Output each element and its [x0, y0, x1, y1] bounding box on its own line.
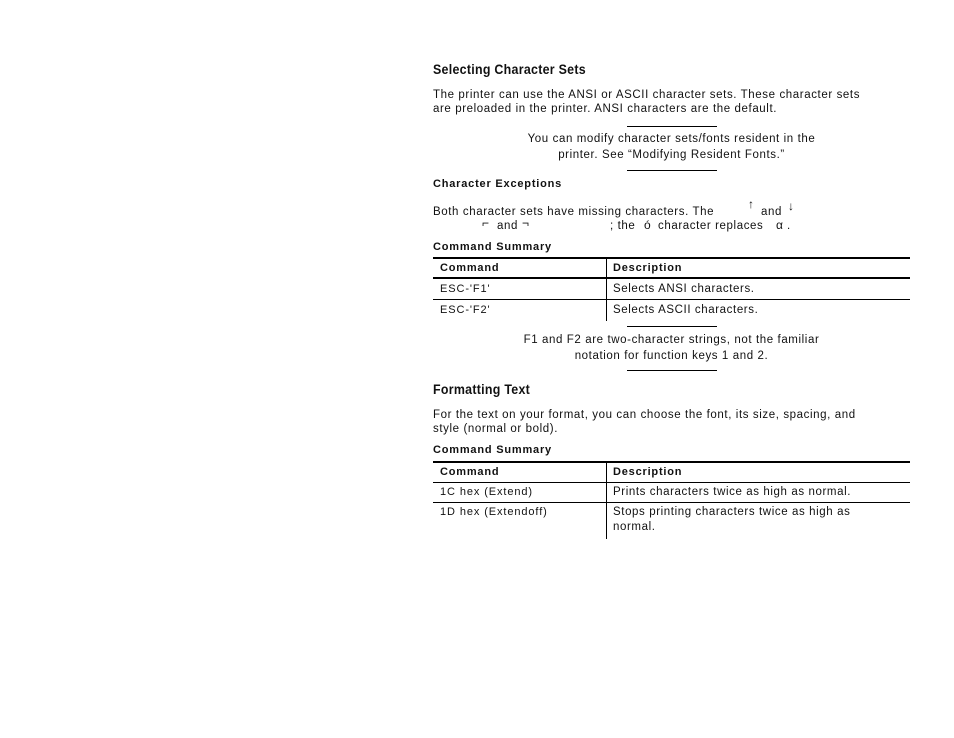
table1-row2-description: Selects ASCII characters.: [613, 304, 759, 316]
note2-rule-bottom: [627, 370, 717, 371]
note-rule-top: [627, 126, 717, 127]
corner-right-glyph: ¬: [522, 216, 530, 230]
o-acute-glyph: ó: [644, 218, 652, 232]
table1-row2-command: ESC-'F2': [440, 304, 491, 316]
table1-header-rule: [433, 277, 910, 279]
up-arrow-glyph: ↑: [748, 197, 755, 211]
exceptions-line-2-mid: ; the: [610, 220, 636, 232]
intro-line-1: The printer can use the ANSI or ASCII character sets. These character sets: [433, 89, 861, 101]
corner-left-glyph: ⌐: [482, 216, 490, 230]
table2-heading: Command Summary: [433, 444, 552, 456]
table1-heading: Command Summary: [433, 241, 552, 253]
alpha-glyph: α: [776, 218, 784, 232]
table2-col-description: Description: [613, 466, 683, 478]
table2-column-divider: [606, 461, 607, 539]
note2-line-1: F1 and F2 are two-character strings, not the familiar: [523, 334, 820, 346]
table1-col-command: Command: [440, 262, 500, 274]
table1-row-rule: [433, 299, 910, 300]
table2-row-rule: [433, 502, 910, 503]
table2-header-rule: [433, 482, 910, 483]
section-title-formatting-text: Formatting Text: [433, 382, 531, 397]
command-table-2: [433, 461, 910, 539]
formatting-intro-line-1: For the text on your format, you can choose the font, its size, spacing, and: [433, 409, 856, 421]
exceptions-and-2: and: [497, 220, 518, 232]
exceptions-line-2-tail: character replaces: [658, 220, 764, 232]
table2-top-rule: [433, 461, 910, 463]
table1-row1-command: ESC-'F1': [440, 283, 491, 295]
exceptions-and-1: and: [761, 206, 782, 218]
table2-row2-command: 1D hex (Extendoff): [440, 506, 548, 518]
table2-row2-description-line-2: normal.: [613, 521, 656, 533]
down-arrow-glyph: ↓: [788, 199, 795, 213]
note-rule-bottom: [627, 170, 717, 171]
section-title-character-sets: Selecting Character Sets: [433, 62, 586, 77]
table2-row2-description-line-1: Stops printing characters twice as high as: [613, 506, 851, 518]
exceptions-line-2-end: .: [787, 220, 791, 232]
table1-row1-description: Selects ANSI characters.: [613, 283, 755, 295]
command-table-1: [433, 257, 910, 321]
note2-rule-top: [627, 326, 717, 327]
intro-line-2: are preloaded in the printer. ANSI characters are the default.: [433, 103, 778, 115]
formatting-intro-line-2: style (normal or bold).: [433, 423, 559, 435]
table1-top-rule: [433, 257, 910, 259]
exceptions-line-1: Both character sets have missing characters. The: [433, 206, 715, 218]
table2-row1-command: 1C hex (Extend): [440, 486, 533, 498]
exceptions-heading: Character Exceptions: [433, 178, 563, 190]
table2-row1-description: Prints characters twice as high as normal.: [613, 486, 852, 498]
note-line-2: printer. See “Modifying Resident Fonts.”: [558, 149, 785, 161]
note-line-1: You can modify character sets/fonts resident in the: [527, 133, 816, 145]
table1-col-description: Description: [613, 262, 683, 274]
note2-line-2: notation for function keys 1 and 2.: [574, 350, 769, 362]
table1-column-divider: [606, 257, 607, 321]
table2-col-command: Command: [440, 466, 500, 478]
